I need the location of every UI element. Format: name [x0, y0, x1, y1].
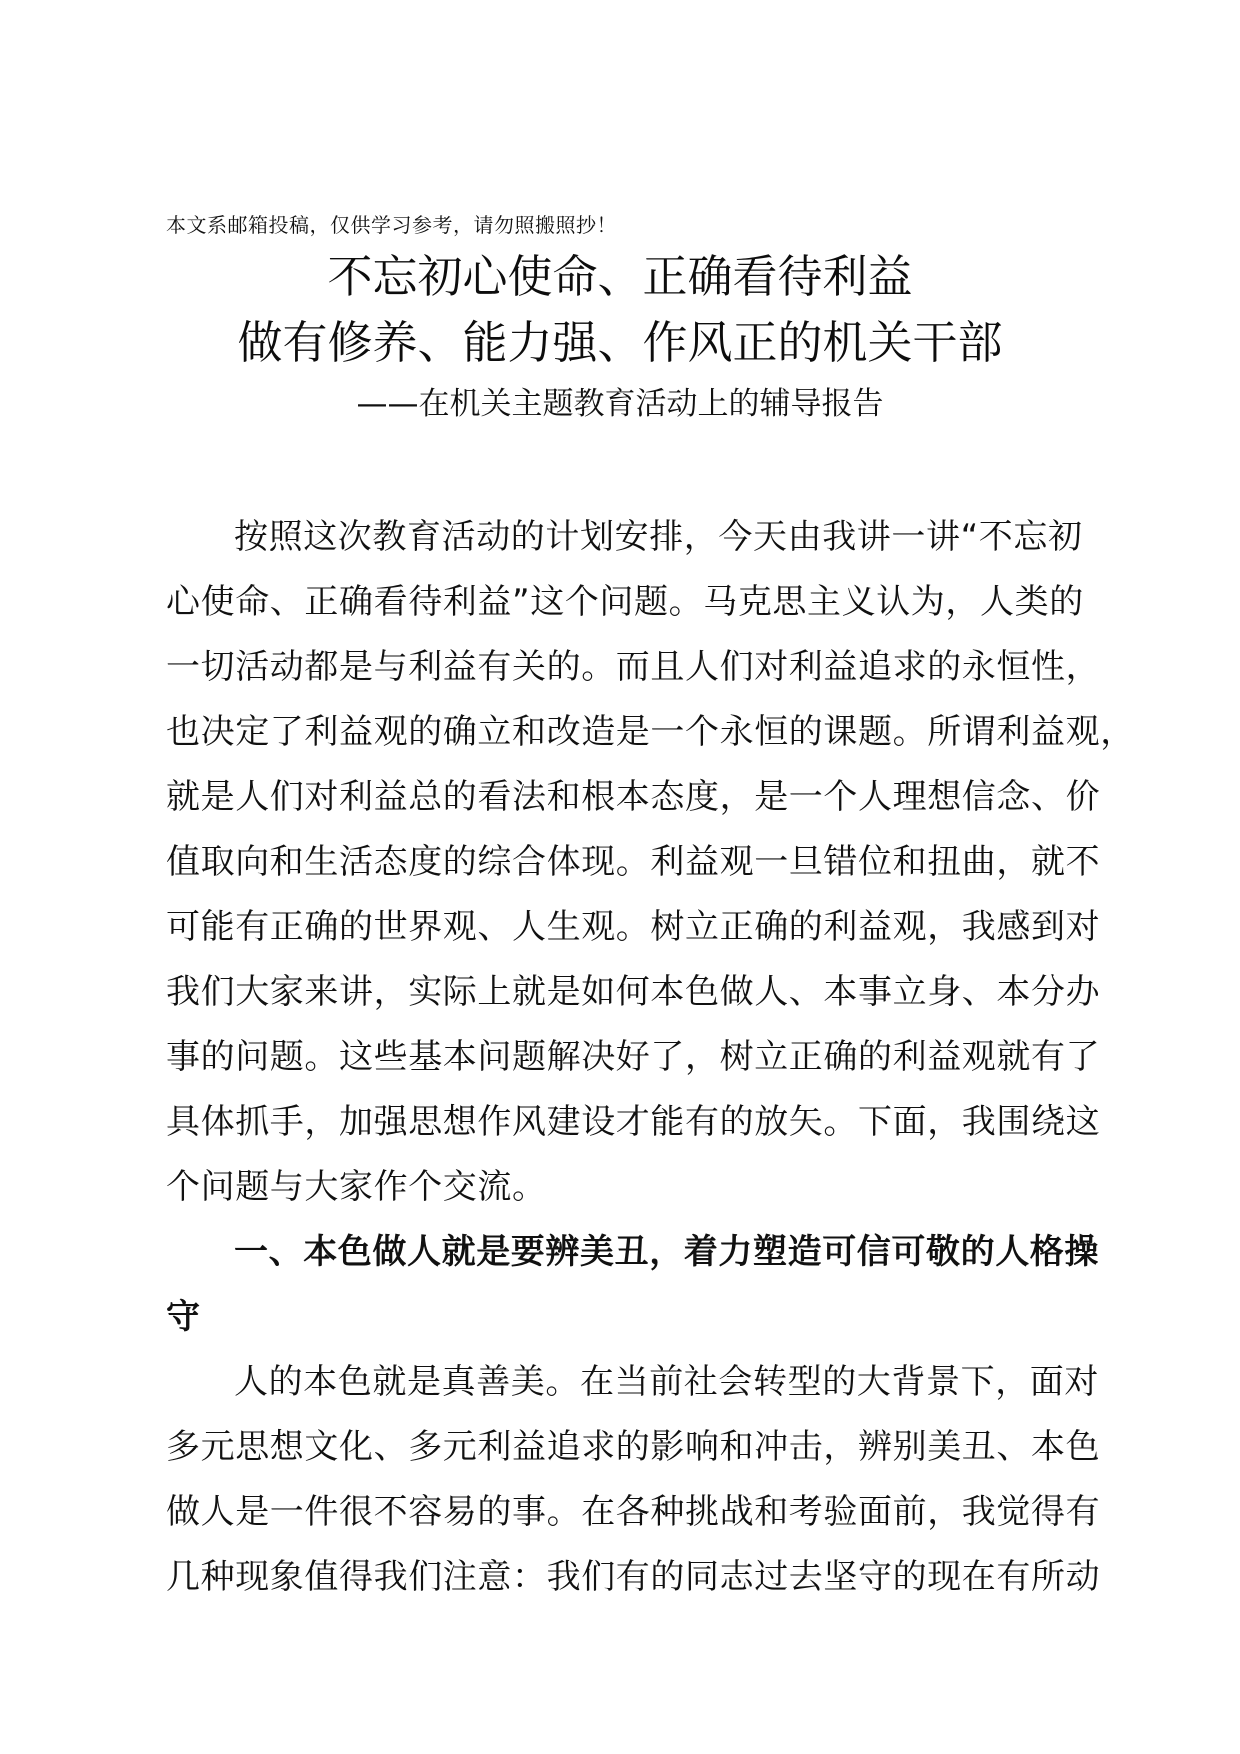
document-title-line-2: 做有修养、能力强、作风正的机关干部: [237, 316, 1003, 369]
paragraph-line: 心使命、正确看待利益”这个问题。马克思主义认为，人类的: [166, 582, 1084, 622]
paragraph-line: 事的问题。这些基本问题解决好了，树立正确的利益观就有了: [166, 1037, 1101, 1077]
paragraph-line: 也决定了利益观的确立和改造是一个永恒的课题。所谓利益观，: [166, 712, 1135, 752]
document-subtitle: ——在机关主题教育活动上的辅导报告: [356, 386, 884, 422]
paragraph-line: 我们大家来讲，实际上就是如何本色做人、本事立身、本分办: [166, 972, 1101, 1012]
paragraph-line: 人的本色就是真善美。在当前社会转型的大背景下，面对: [234, 1362, 1099, 1402]
paragraph-line: 就是人们对利益总的看法和根本态度，是一个人理想信念、价: [166, 777, 1101, 817]
paragraph-line: 一切活动都是与利益有关的。而且人们对利益追求的永恒性，: [166, 647, 1101, 687]
paragraph-line: 可能有正确的世界观、人生观。树立正确的利益观，我感到对: [166, 907, 1101, 947]
submission-notice: 本文系邮箱投稿，仅供学习参考，请勿照搬照抄！: [166, 213, 617, 237]
paragraph-line: 具体抓手，加强思想作风建设才能有的放矢。下面，我围绕这: [166, 1102, 1101, 1142]
paragraph-line: 个问题与大家作个交流。: [166, 1167, 547, 1207]
document-title-line-1: 不忘初心使命、正确看待利益: [327, 250, 913, 303]
paragraph-line: 多元思想文化、多元利益追求的影响和冲击，辨别美丑、本色: [166, 1427, 1101, 1467]
section-heading-line: 守: [166, 1297, 201, 1337]
document-body: [166, 505, 1135, 1610]
paragraph-line: 按照这次教育活动的计划安排，今天由我讲一讲“不忘初: [234, 517, 1083, 557]
paragraph-line: 做人是一件很不容易的事。在各种挑战和考验面前，我觉得有: [166, 1492, 1101, 1532]
paragraph-line: 值取向和生活态度的综合体现。利益观一旦错位和扭曲，就不: [166, 842, 1101, 882]
section-heading-line: 一、本色做人就是要辨美丑，着力塑造可信可敬的人格操: [234, 1232, 1099, 1272]
paragraph-line: 几种现象值得我们注意：我们有的同志过去坚守的现在有所动: [166, 1557, 1101, 1597]
